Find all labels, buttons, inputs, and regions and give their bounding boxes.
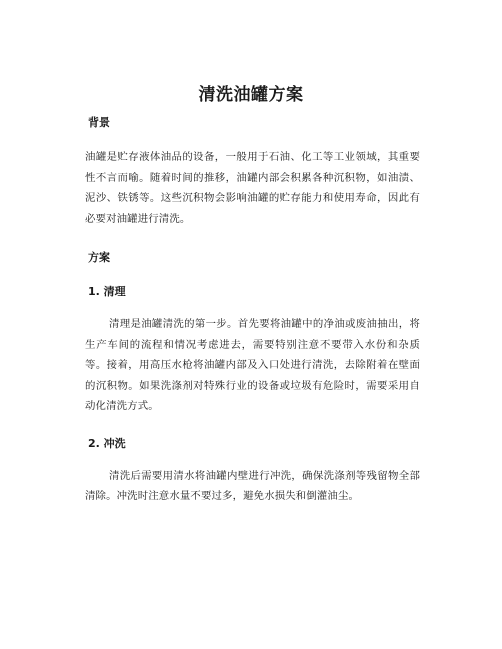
section-plan	[85, 251, 420, 507]
section-heading-background: 背景	[88, 116, 110, 129]
step-paragraph-rinse	[85, 466, 420, 507]
section-heading-plan: 方案	[88, 251, 110, 264]
step-paragraph-clean-text: 清理是油罐清洗的第一步。首先要将油罐中的净油或废油抽出，将生产车间的流程和情况考虑进去，需要特别注意不要带入水份和杂质等。接着，用高压水枪将油罐内部及入口处进行清洗，去除附着在壁面的沉积物。如果洗涤剂对特殊行业的设备或垃圾有危险时，需要采用自动化清洗方式。	[85, 318, 420, 412]
step-heading-rinse: 2. 冲洗	[88, 436, 126, 450]
document-body	[85, 116, 420, 507]
background-paragraph-text: 油罐是贮存液体油品的设备，一般用于石油、化工等工业领域，其重要性不言而喻。随着时间的推移，油罐内部会积累各种沉积物，如油渍、泥沙、铁锈等。这些沉积物会影响油罐的贮存能力和使用寿命，因此有必要对油罐进行清洗。	[85, 151, 420, 225]
section-background	[85, 116, 420, 229]
step-paragraph-clean	[85, 314, 420, 417]
step-heading-clean: 1. 清理	[88, 285, 126, 298]
step-paragraph-rinse-text: 清洗后需要用清水将油罐内壁进行冲洗，确保洗涤剂等残留物全部清除。冲洗时注意水量不要过多，避免水损失和倒灌油尘。	[85, 469, 420, 502]
document-title: 清洗油罐方案	[198, 85, 304, 105]
background-paragraph	[85, 147, 420, 229]
